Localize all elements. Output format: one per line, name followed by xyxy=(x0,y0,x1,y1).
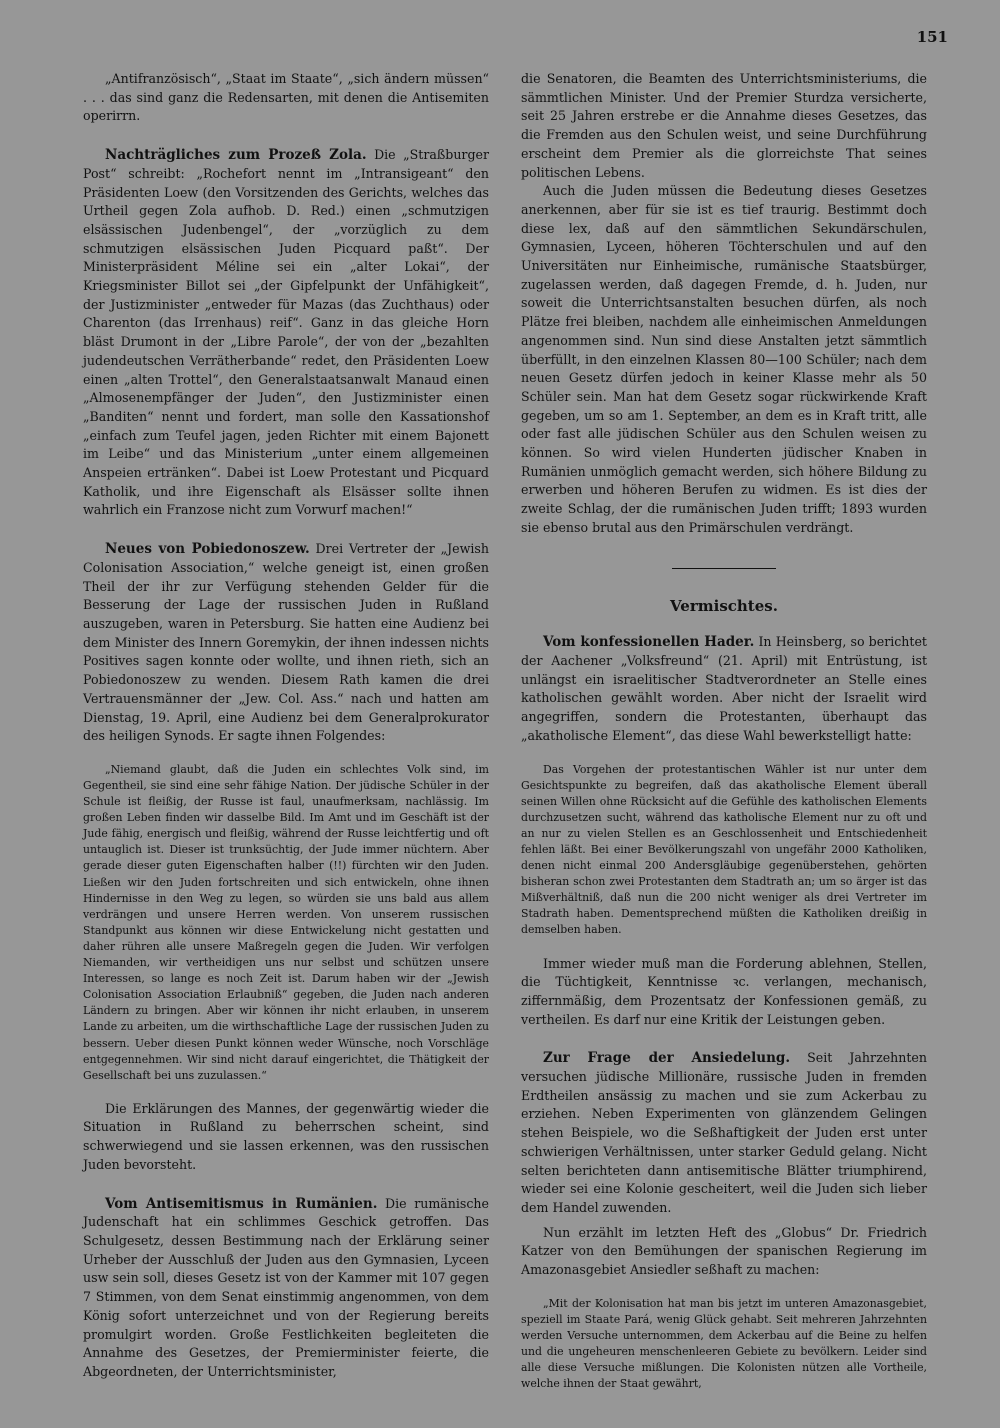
ansiedelung-heading: Zur Frage der Ansiedelung. xyxy=(543,1050,791,1067)
pobiedonoszew-text: Drei Vertreter der „Jewish Colonisation Association,“ welche geneigt ist, einen großen Theil der ihr zur Verfügung stehenden Gelder für die Besserung der Lage der russischen Juden in Rußland auszugeben, waren in Petersburg. Sie hatten eine Audienz bei dem Minister des Innern Goremykin, der ihnen indessen nichts Positives sagen konnte oder wollte, und ihnen rieth, sich an Pobiedonoszew zu wenden. Diesem Rath kamen die drei Vertrauensmänner der „Jew. Col. Ass.“ nach und hatten am Dienstag, 19. April, eine Audienz bei dem Generalprokurator des heiligen Synods. Er sagte ihnen Folgendes: xyxy=(83,541,489,744)
section-divider xyxy=(672,568,776,569)
hader-heading: Vom konfessionellen Hader. xyxy=(543,634,755,651)
hader-paragraph xyxy=(521,633,927,745)
rumaenien-section xyxy=(83,1195,489,1382)
rumaenien-heading: Vom Antisemitismus in Rumänien. xyxy=(105,1195,378,1212)
hader-section xyxy=(521,633,927,1029)
hader-quote: Das Vorgehen der protestantischen Wähler ist nur unter dem Gesichtspunkte zu begreifen, daß das akatholische Element überall seinen Willen ohne Rücksicht auf die Gefühle des katholischen Elements durchzusetzen sucht, während das katholische Element nur zu oft und an nur zu vielen Stellen es an Geschlossenheit und Entschiedenheit fehlen läßt. Bei einer Bevölkerungszahl von ungefähr 2000 Katholiken, denen nicht einmal 200 Andersgläubige gegenüberstehen, gehörten bisheran schon zwei Protestanten dem Stadtrath an; um so ärger ist das Mißverhältniß, daß nun die 200 nicht weniger als drei Vertreter im Stadrath haben. Dementsprechend müßten die Katholiken dreißig in demselben haben. xyxy=(521,762,927,937)
hader-text: In Heinsberg, so berichtet der Aachener „Volksfreund“ (21. April) mit Entrüstung, ist unlängst ein israelitischer Stadtverordneter an Stelle eines katholischen gewählt worden. Aber nicht der Israelit wird angegriffen, sondern die Protestanten, überhaupt das „akatholische Element“, das diese Wahl bewerkstelligt hatte: xyxy=(521,634,927,743)
pobiedonoszew-heading: Neues von Pobiedonoszew. xyxy=(105,541,310,558)
zola-paragraph xyxy=(83,146,489,520)
ansiedelung-quote: „Mit der Kolonisation hat man bis jetzt im unteren Amazonasgebiet, speziell im Staate Pará, wenig Glück gehabt. Seit mehreren Jahrzehnten werden Versuche unternommen, dem Ackerbau auf die Beine zu helfen und die ungeheuren menschenleeren Gebiete zu bevölkern. Leider sind alle diese Versuche mißlungen. Die Kolonisten nützen alle Vortheile, welche ihnen der Staat gewährt, xyxy=(521,1296,927,1391)
pobiedonoszew-paragraph xyxy=(83,540,489,746)
ansiedelung-paragraph xyxy=(521,1049,927,1217)
pobiedonoszew-quote: „Niemand glaubt, daß die Juden ein schlechtes Volk sind, im Gegentheil, sie sind eine sehr fähige Nation. Der jüdische Schüler in der Schule ist fleißig, der Russe ist faul, unaufmerksam, nachlässig. Im großen Leben finden wir dasselbe Bild. Im Amt und im Geschäft ist der Jude fähig, energisch und fleißig, während der Russe leichtfertig und oft untauglich ist. Dieser ist trunksüchtig, der Jude immer nüchtern. Aber gerade dieser guten Eigenschaften halber (!!) fürchten wir den Juden. Ließen wir den Juden fortschreiten und sich entwickeln, ohne ihnen Hindernisse in den Weg zu legen, so würden sie uns bald aus allem verdrängen und unsere Herren werden. Von unserem russischen Standpunkt aus können wir diese Entwickelung nicht gestatten und daher rühren alle unsere Maßregeln gegen die Juden. Wir verfolgen Niemanden, wir vertheidigen uns nur selbst und schützen unsere Interessen, so lange es noch Zeit ist. Darum haben wir der „Jewish Colonisation Association Erlaubniß“ gegeben, die Juden nach anderen Ländern zu bringen. Aber wir können ihr nicht erlauben, in unserem Lande zu arbeiten, um die wirthschaftliche Lage der russischen Juden zu bessern. Ueber diesen Punkt können weder Wünsche, noch Vorschläge entgegennehmen. Wir sind nicht darauf eingerichtet, die Thätigkeit der Gesellschaft bei uns zuzulassen.“ xyxy=(83,762,489,1082)
pobiedonoszew-section xyxy=(83,540,489,1174)
vermischtes-title: Vermischtes. xyxy=(670,596,778,615)
zola-section xyxy=(83,146,489,520)
intro-section xyxy=(83,70,489,126)
hader-after: Immer wieder muß man die Forderung ablehnen, Stellen, die Tüchtigkeit, Kenntnisse ꝛc. verlangen, mechanisch, ziffernmäßig, dem Prozentsatz der Konfessionen gemäß, zu vertheilen. Es darf nur eine Kritik der Leistungen geben. xyxy=(521,955,927,1027)
ansiedelung-section xyxy=(521,1049,927,1392)
ansiedelung-text: Seit Jahrzehnten versuchen jüdische Millionäre, russische Juden in fremden Erdtheilen ansässig zu machen und sie zum Ackerbau zu erziehen. Neben Experimenten von glänzendem Gelingen stehen Beispiele, wo die Seßhaftigkeit der Juden erst unter schwierigen Verhältnissen, unter starker Geduld gelang. Nicht selten berichteten dann antisemitische Blätter triumphirend, wieder sei eine Kolonie gescheitert, weil die Juden sich lieber dem Handel zuwenden. xyxy=(521,1050,927,1215)
ansiedelung-paragraph-2: Nun erzählt im letzten Heft des „Globus“ Dr. Friedrich Katzer von den Bemühungen der spanischen Regierung im Amazonasgebiet Ansiedler seßhaft zu machen: xyxy=(521,1224,927,1278)
left-column xyxy=(83,70,489,1382)
rumaenien-continuation-2: Auch die Juden müssen die Bedeutung dieses Gesetzes anerkennen, aber für sie ist es tief traurig. Bestimmt doch diese lex, daß auf den sämmtlichen Sekundärschulen, Gymnasien, Lyceen, höheren Töchterschulen und auf den Universitäten nur Einheimische, rumänische Staatsbürger, zugelassen werden, daß dagegen Fremde, d. h. Juden, nur soweit die Unterrichtsanstalten besuchen dürfen, als noch Plätze frei bleiben, nachdem alle einheimischen Anmeldungen angenommen sind. Nun sind diese Anstalten jetzt sämmtlich überfüllt, in den einzelnen Klassen 80—100 Schüler; nach dem neuen Gesetz dürfen jedoch in keiner Klasse mehr als 50 Schüler sein. Man hat dem Gesetz sogar rückwirkende Kraft gegeben, um so am 1. September, an dem es in Kraft tritt, alle oder fast alle jüdischen Schüler aus den Schulen weisen zu können. So wird vielen Hunderten jüdischer Knaben in Rumänien unmöglich gemacht werden, sich höhere Bildung zu erwerben und höheren Berufen zu widmen. Es ist dies der zweite Schlag, der die rumänischen Juden trifft; 1893 wurden sie ebenso brutal aus den Primärschulen verdrängt. xyxy=(521,183,927,535)
rumaenien-text: Die rumänische Judenschaft hat ein schlimmes Geschick getroffen. Das Schulgesetz, dessen Bestimmung nach der Erklärung seiner Urheber der Ausschluß der Juden aus den Gymnasien, Lyceen usw sein soll, dieses Gesetz ist von der Kammer mit 107 gegen 7 Stimmen, von dem Senat einstimmig angenommen, von dem König sofort unterzeichnet und von der Regierung bereits promulgirt worden. Große Festlichkeiten begleiteten die Annahme des Gesetzes, der Premierminister feierte, die Abgeordneten, der Unterrichtsminister, xyxy=(83,1195,489,1379)
pobiedonoszew-after: Die Erklärungen des Mannes, der gegenwärtig wieder die Situation in Rußland zu beherrschen scheint, sind schwerwiegend und sie lassen erkennen, was den russischen Juden bevorsteht. xyxy=(83,1100,489,1172)
rumaenien-continuation: die Senatoren, die Beamten des Unterrichtsministeriums, die sämmtlichen Minister. Und der Premier Sturdza versicherte, seit 25 Jahren erstrebe er die Annahme dieses Gesetzes, das die Fremden aus den Schulen weist, und seine Durchführung erscheint dem Premier als die glorreichste That seines politischen Lebens. xyxy=(521,71,927,180)
zola-text: Die „Straßburger Post“ schreibt: „Rochefort nennt im „Intransigeant“ den Präsidenten Loew (den Vorsitzenden des Gerichts, welches das Urtheil gegen Zola aufhob. D. Red.) einen „schmutzigen elsässischen Judenbengel“, der „vorzüglich zu dem schmutzigen elsässischen Juden Picquard paßt“. Der Ministerpräsident Méline sei ein „alter Lokai“, der Kriegsminister Billot sei „der Gipfelpunkt der Unfähigkeit“, der Justizminister „entweder für Mazas (das Zuchthaus) oder Charenton (das Irrenhaus) reif“. Ganz in das gleiche Horn bläst Drumont in der „Libre Parole“, der von der „bezahlten judendeutschen Verrätherbande“ redet, den Präsidenten Loew einen „alten Trottel“, den Generalstaatsanwalt Manaud einen „Almosenempfänger der Juden“, den Justizminister einen „Banditen“ nennt und fordert, man solle den Kassationshof „einfach zum Teufel jagen, jeden Richter mit einem Bajonett im Leibe“ und das Ministerium „unter einem allgemeinen Anspeien ertränken“. Dabei ist Loew Protestant und Picquard Katholik, und ihre Eigenschaft als Elsässer sollte ihnen wahrlich ein Franzose nicht zum Vorwurf machen!“ xyxy=(83,147,489,518)
page-number: 151 xyxy=(916,28,948,46)
intro-paragraph: „Antifranzösisch“, „Staat im Staate“, „sich ändern müssen“ . . . das sind ganz die Redensarten, mit denen die Antisemiten operirrn. xyxy=(83,71,489,124)
right-column xyxy=(521,70,927,1408)
zola-heading: Nachträgliches zum Prozeß Zola. xyxy=(105,147,367,164)
rumaenien-paragraph xyxy=(83,1195,489,1382)
